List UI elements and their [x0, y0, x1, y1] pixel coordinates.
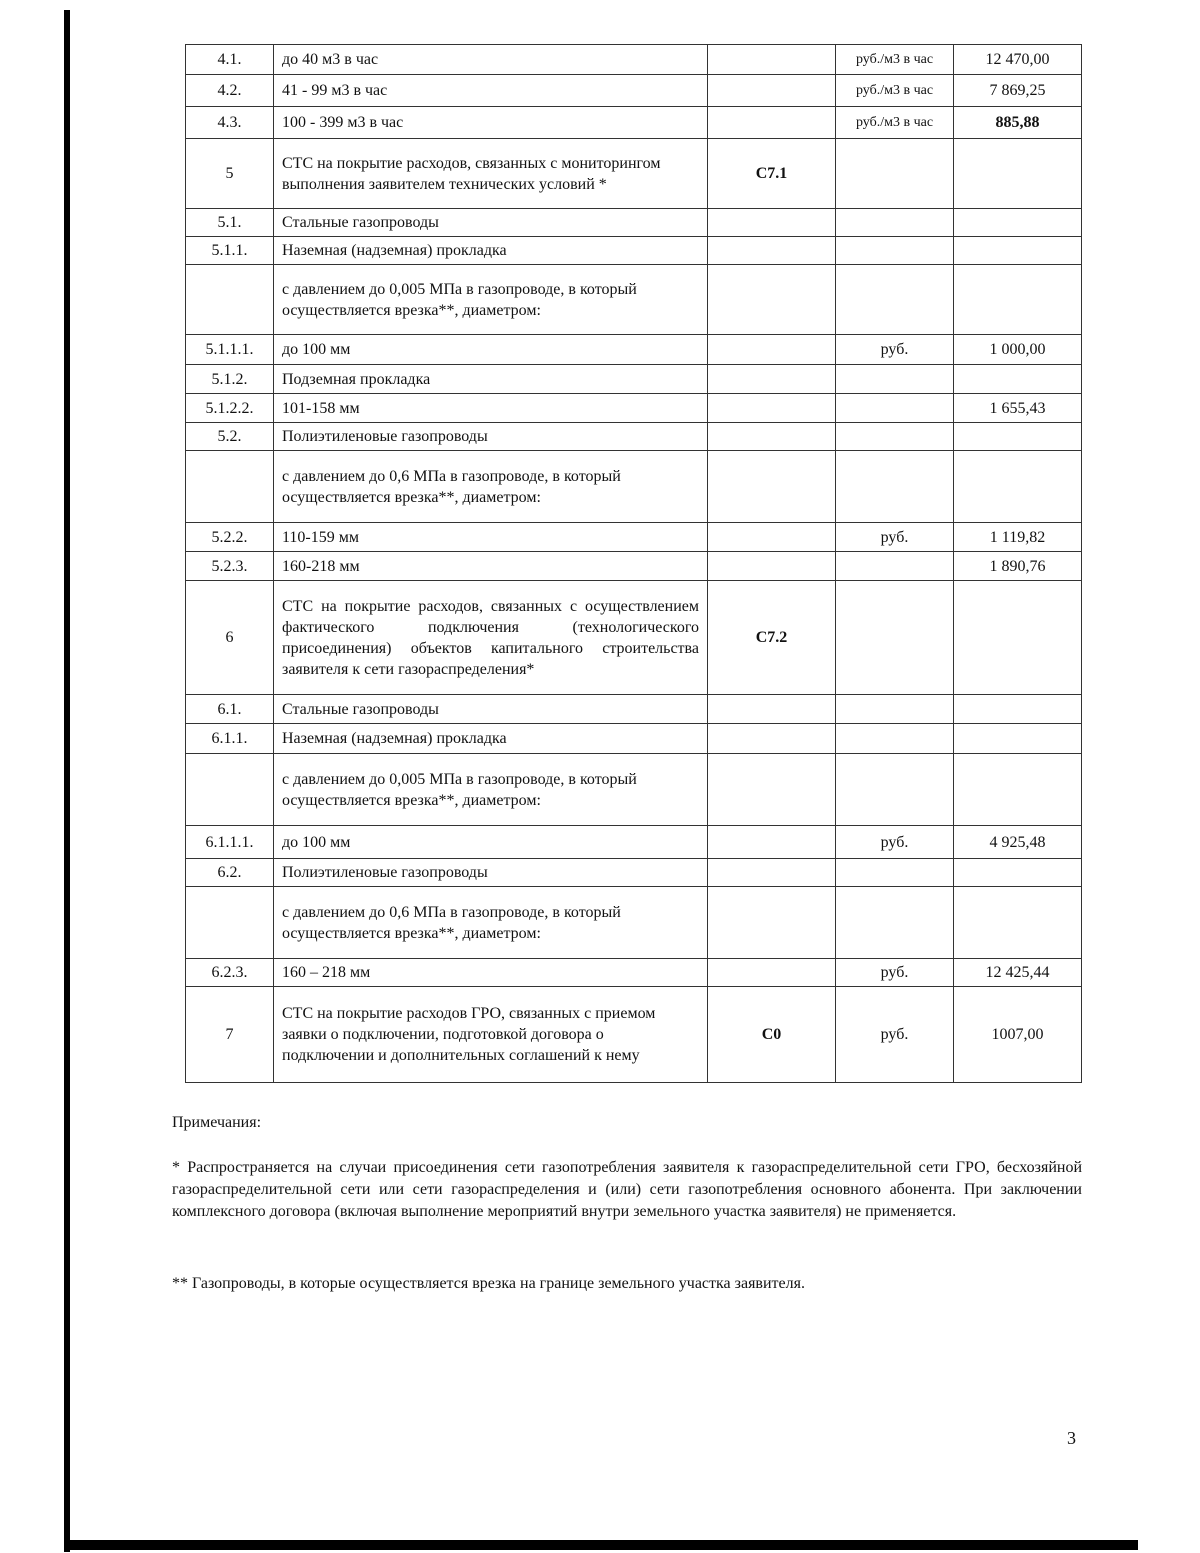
table-row: [186, 826, 1082, 859]
row-code: [708, 423, 836, 451]
row-description: с давлением до 0,6 МПа в газопроводе, в который осуществляется врезка**, диаметром:: [274, 451, 708, 523]
row-description: с давлением до 0,6 МПа в газопроводе, в который осуществляется врезка**, диаметром:: [274, 887, 708, 959]
row-number: [186, 754, 274, 826]
row-code: [708, 523, 836, 552]
row-number: 4.2.: [186, 75, 274, 107]
row-unit: [836, 552, 954, 581]
row-unit: руб./м3 в час: [836, 75, 954, 107]
row-code: [708, 209, 836, 237]
row-value: 1 119,82: [954, 523, 1082, 552]
row-code: [708, 695, 836, 724]
row-unit: [836, 724, 954, 754]
row-unit: руб./м3 в час: [836, 107, 954, 139]
row-code: [708, 45, 836, 75]
table-row: [186, 209, 1082, 237]
row-value: [954, 859, 1082, 887]
row-code: [708, 237, 836, 265]
row-code: [708, 552, 836, 581]
row-value: [954, 695, 1082, 724]
table-row: [186, 887, 1082, 959]
row-number: 5.2.: [186, 423, 274, 451]
table-row: [186, 139, 1082, 209]
table-row: [186, 335, 1082, 365]
row-code: С0: [708, 987, 836, 1083]
row-description: до 100 мм: [274, 826, 708, 859]
row-unit: руб.: [836, 959, 954, 987]
page-number: 3: [1067, 1428, 1076, 1448]
row-description: СТС на покрытие расходов ГРО, связанных с приемом заявки о подключении, подготовкой договора о подключении и дополнительных соглашений к нему: [274, 987, 708, 1083]
row-code: [708, 335, 836, 365]
row-number: 6.2.: [186, 859, 274, 887]
row-code: [708, 959, 836, 987]
row-number: [186, 451, 274, 523]
table-row: [186, 45, 1082, 75]
scan-bottom-border: [64, 1540, 1138, 1550]
row-description: 100 - 399 м3 в час: [274, 107, 708, 139]
table-row: [186, 523, 1082, 552]
row-description: Полиэтиленовые газопроводы: [274, 859, 708, 887]
table-row: [186, 237, 1082, 265]
table-row: [186, 394, 1082, 423]
row-unit: [836, 423, 954, 451]
row-value: 1007,00: [954, 987, 1082, 1083]
row-unit: [836, 887, 954, 959]
row-description: СТС на покрытие расходов, связанных с мониторингом выполнения заявителем технических условий *: [274, 139, 708, 209]
table-row: [186, 451, 1082, 523]
row-value: [954, 237, 1082, 265]
table-row: [186, 581, 1082, 695]
row-code: [708, 859, 836, 887]
row-code: [708, 887, 836, 959]
row-number: 5: [186, 139, 274, 209]
row-unit: [836, 237, 954, 265]
row-description: с давлением до 0,005 МПа в газопроводе, в который осуществляется врезка**, диаметром:: [274, 754, 708, 826]
row-value: [954, 365, 1082, 394]
row-unit: [836, 859, 954, 887]
tariff-table: [185, 44, 1082, 1083]
row-value: [954, 209, 1082, 237]
row-description: 110-159 мм: [274, 523, 708, 552]
table-row: [186, 365, 1082, 394]
row-number: 5.1.2.2.: [186, 394, 274, 423]
row-code: [708, 107, 836, 139]
table-row: [186, 859, 1082, 887]
row-value: 1 890,76: [954, 552, 1082, 581]
row-unit: [836, 394, 954, 423]
row-value: [954, 887, 1082, 959]
row-description: до 40 м3 в час: [274, 45, 708, 75]
row-description: Наземная (надземная) прокладка: [274, 724, 708, 754]
table-row: [186, 695, 1082, 724]
row-code: С7.1: [708, 139, 836, 209]
row-description: Полиэтиленовые газопроводы: [274, 423, 708, 451]
row-number: 5.1.1.1.: [186, 335, 274, 365]
row-description: Стальные газопроводы: [274, 695, 708, 724]
row-value: 1 000,00: [954, 335, 1082, 365]
row-value: 4 925,48: [954, 826, 1082, 859]
row-value: [954, 754, 1082, 826]
footnote-double-star: ** Газопроводы, в которые осуществляется врезка на границе земельного участка заявителя.: [172, 1275, 805, 1292]
table-row: [186, 959, 1082, 987]
row-code: [708, 451, 836, 523]
row-value: [954, 423, 1082, 451]
footnote-single-star: * Распространяется на случаи присоединения сети газопотребления заявителя к газораспределительной сети ГРО, бесхозяйной газораспределительной сети или сети газораспределения и (или) сети газопотребления основного абонента. При заключении комплексного договора (включая выполнение мероприятий внутри земельного участка заявителя) не применяется.: [172, 1159, 1082, 1220]
row-code: [708, 754, 836, 826]
row-description: 101-158 мм: [274, 394, 708, 423]
table-row: [186, 987, 1082, 1083]
row-code: С7.2: [708, 581, 836, 695]
row-code: [708, 265, 836, 335]
row-unit: [836, 265, 954, 335]
row-number: [186, 887, 274, 959]
row-number: 5.1.1.: [186, 237, 274, 265]
row-value: 12 425,44: [954, 959, 1082, 987]
row-number: 5.2.3.: [186, 552, 274, 581]
row-code: [708, 75, 836, 107]
row-unit: [836, 754, 954, 826]
row-description: с давлением до 0,005 МПа в газопроводе, в который осуществляется врезка**, диаметром:: [274, 265, 708, 335]
row-description: СТС на покрытие расходов, связанных с осуществлением фактического подключения (технологического присоединения) объектов капитального строительства заявителя к сети газораспределения*: [274, 581, 708, 695]
row-description: 160-218 мм: [274, 552, 708, 581]
row-code: [708, 394, 836, 423]
row-description: 160 – 218 мм: [274, 959, 708, 987]
row-unit: [836, 365, 954, 394]
row-unit: руб./м3 в час: [836, 45, 954, 75]
row-value: [954, 581, 1082, 695]
row-description: Наземная (надземная) прокладка: [274, 237, 708, 265]
row-unit: [836, 451, 954, 523]
row-code: [708, 365, 836, 394]
row-code: [708, 724, 836, 754]
row-number: 7: [186, 987, 274, 1083]
table-row: [186, 75, 1082, 107]
notes-title: Примечания:: [172, 1114, 262, 1131]
row-number: 6.1.1.1.: [186, 826, 274, 859]
row-number: 6.2.3.: [186, 959, 274, 987]
row-unit: [836, 139, 954, 209]
row-value: [954, 724, 1082, 754]
row-value: 885,88: [954, 107, 1082, 139]
row-unit: [836, 695, 954, 724]
row-number: 6.1.1.: [186, 724, 274, 754]
table-row: [186, 754, 1082, 826]
row-number: 5.1.2.: [186, 365, 274, 394]
row-number: 6: [186, 581, 274, 695]
row-number: 5.2.2.: [186, 523, 274, 552]
row-value: 1 655,43: [954, 394, 1082, 423]
row-value: [954, 139, 1082, 209]
row-description: до 100 мм: [274, 335, 708, 365]
row-unit: руб.: [836, 826, 954, 859]
row-number: 5.1.: [186, 209, 274, 237]
table-row: [186, 265, 1082, 335]
row-unit: руб.: [836, 523, 954, 552]
table-row: [186, 552, 1082, 581]
row-value: 12 470,00: [954, 45, 1082, 75]
row-number: [186, 265, 274, 335]
row-description: Стальные газопроводы: [274, 209, 708, 237]
row-value: [954, 265, 1082, 335]
row-unit: руб.: [836, 335, 954, 365]
row-unit: руб.: [836, 987, 954, 1083]
table-row: [186, 724, 1082, 754]
row-value: [954, 451, 1082, 523]
table-row: [186, 107, 1082, 139]
row-description: Подземная прокладка: [274, 365, 708, 394]
tariff-table-body: [186, 45, 1082, 1083]
row-number: 4.1.: [186, 45, 274, 75]
row-number: 4.3.: [186, 107, 274, 139]
row-unit: [836, 581, 954, 695]
scan-left-border: [64, 10, 70, 1552]
row-unit: [836, 209, 954, 237]
row-code: [708, 826, 836, 859]
row-number: 6.1.: [186, 695, 274, 724]
row-description: 41 - 99 м3 в час: [274, 75, 708, 107]
row-value: 7 869,25: [954, 75, 1082, 107]
table-row: [186, 423, 1082, 451]
